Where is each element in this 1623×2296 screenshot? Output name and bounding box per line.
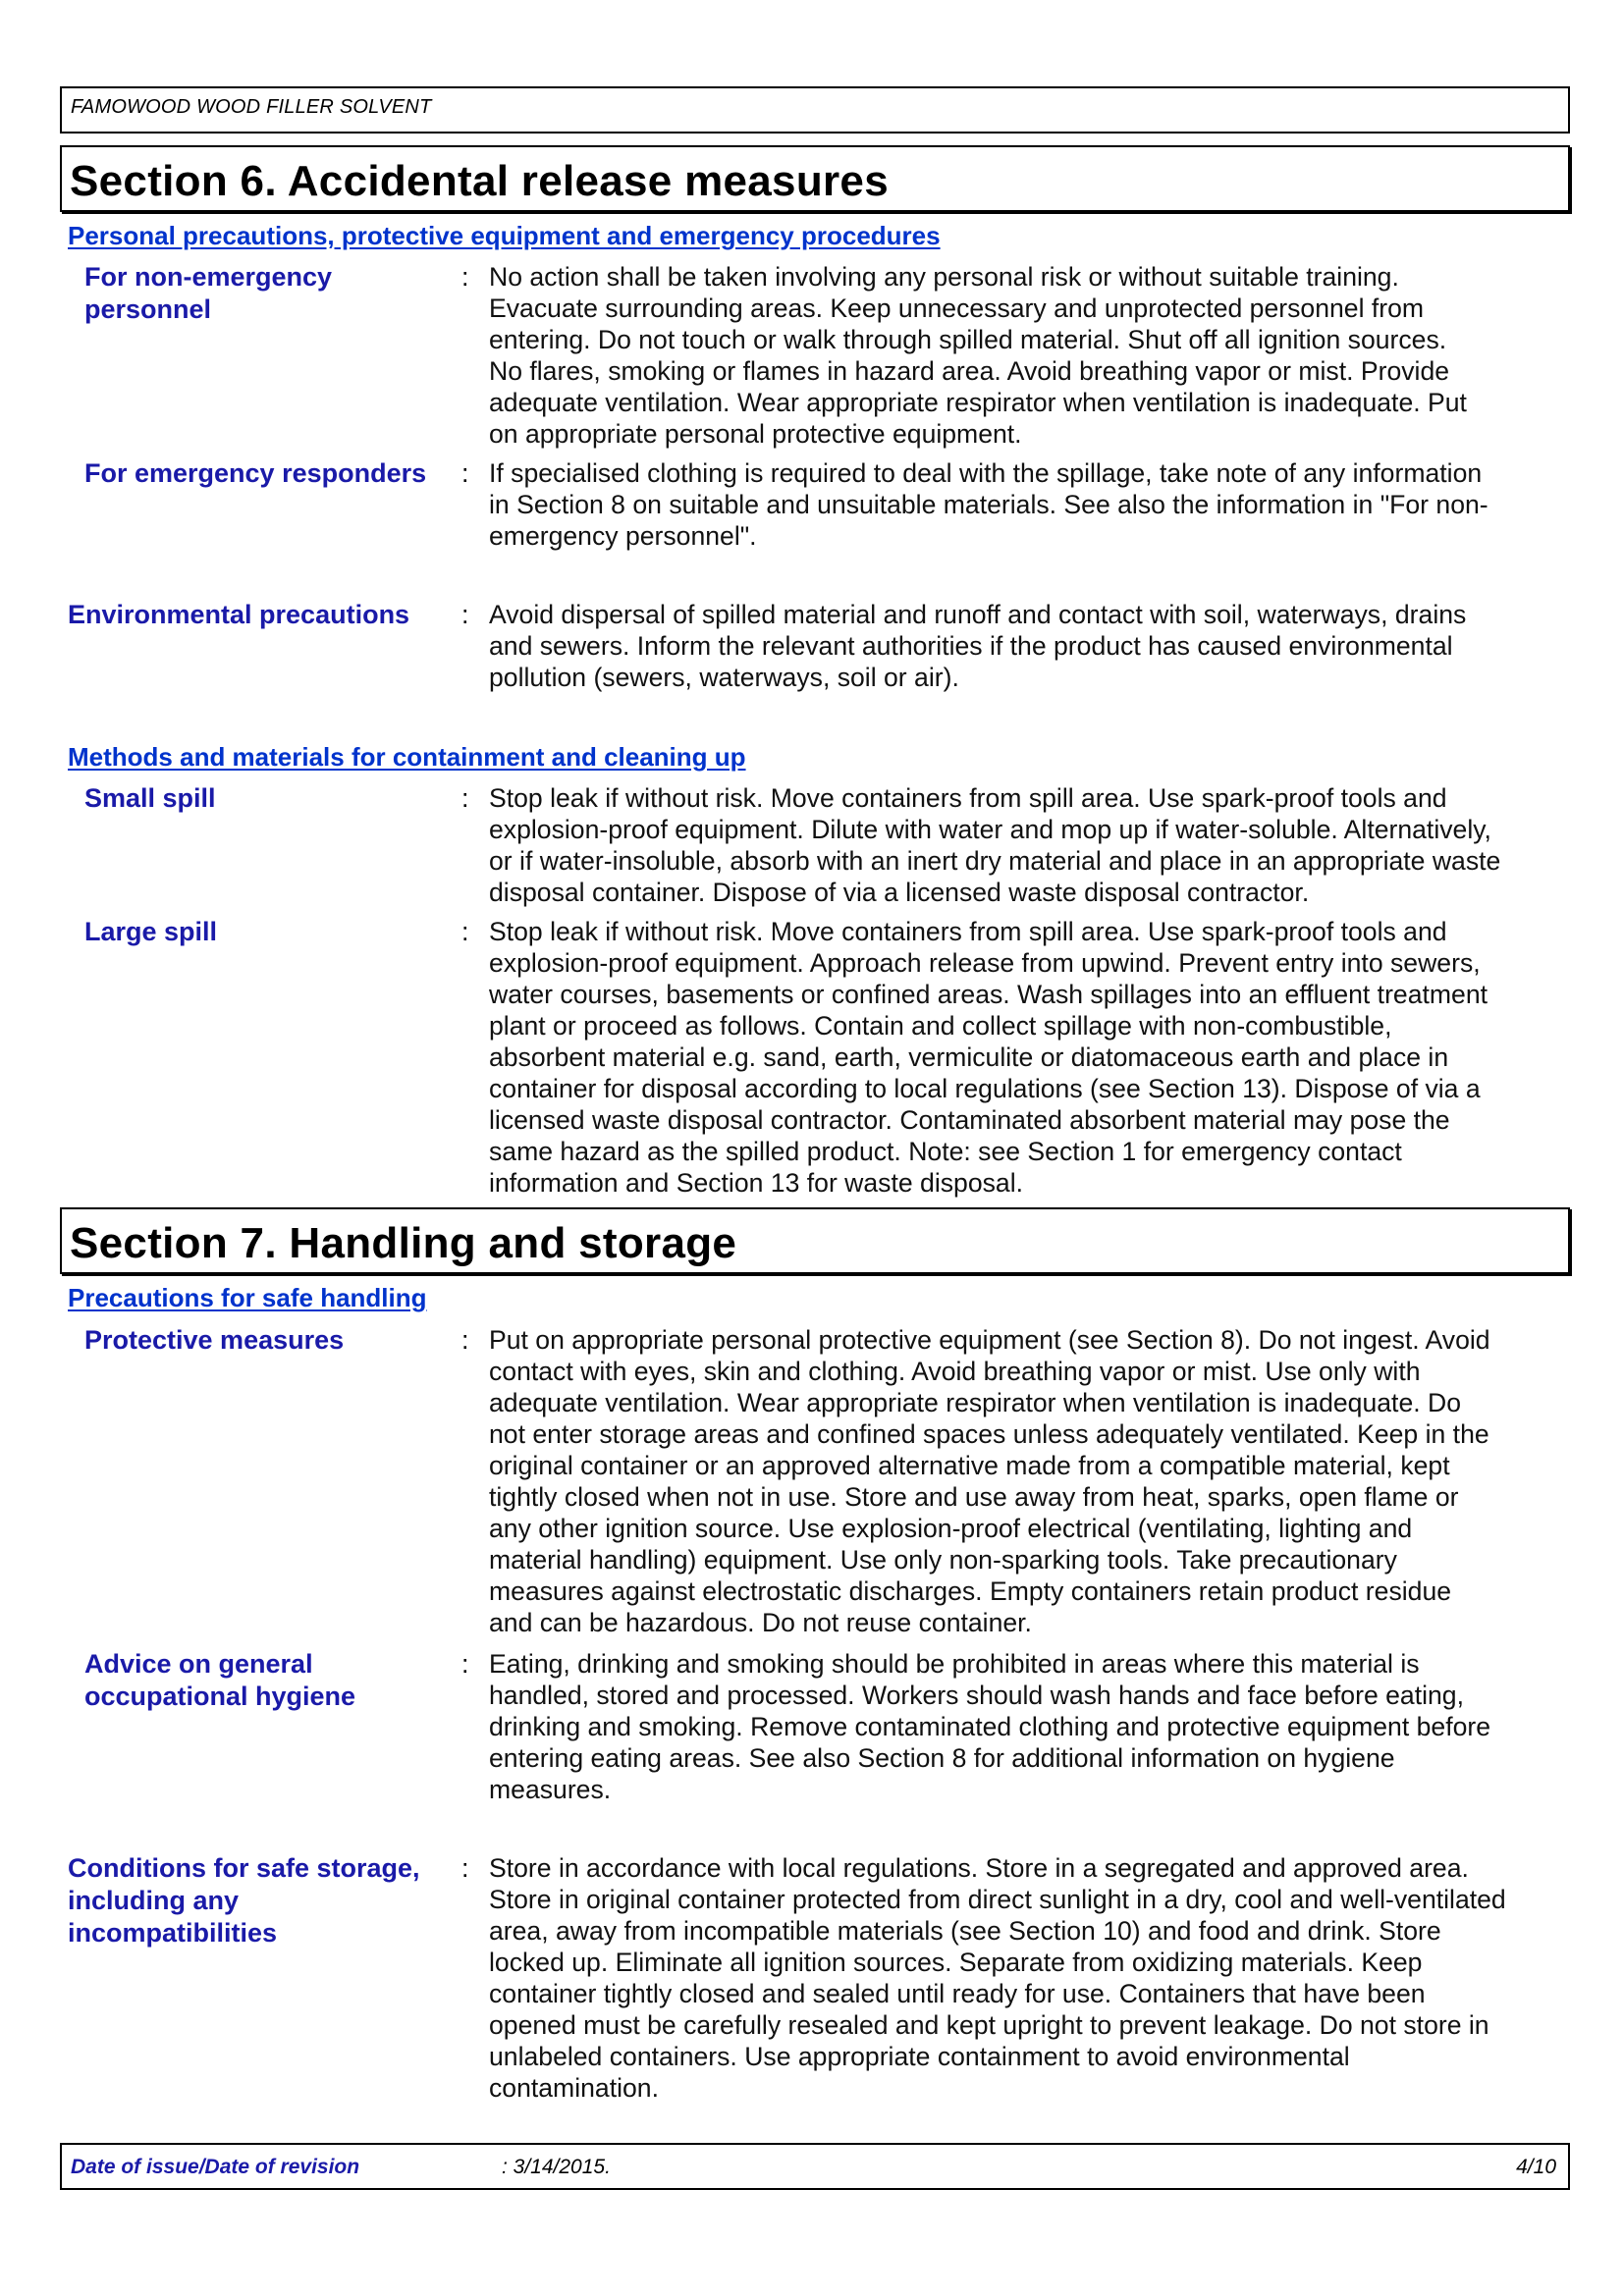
small-spill-label: Small spill bbox=[84, 783, 216, 813]
environmental-label: Environmental precautions bbox=[68, 600, 410, 629]
section-6-title bbox=[60, 145, 1570, 212]
product-name: FAMOWOOD WOOD FILLER SOLVENT bbox=[71, 96, 432, 118]
non-emergency-text: No action shall be taken involving any personal risk or without suitable training. Evacuate surrounding areas. Keep unnecessary and unprotected personnel from entering. Do not touch or walk through spilled material. Shut off all ignition sources. No flares, smoking or flames in hazard area. Avoid breathing vapor or mist. Provide adequate ventilation. Wear appropriate respirator when ventilation is inadequate. Put on appropriate personal protective equipment. bbox=[489, 262, 1467, 449]
environmental-text: Avoid dispersal of spilled material and runoff and contact with soil, waterways, drains and sewers. Inform the relevant authorities if the product has caused environmental pollution (sewers, waterways, soil or air). bbox=[489, 600, 1467, 692]
colon: : bbox=[461, 783, 469, 813]
safe-handling-heading: Precautions for safe handling bbox=[68, 1283, 427, 1312]
storage-label: Conditions for safe storage, including any incompatibilities bbox=[68, 1853, 420, 1948]
colon: : bbox=[461, 1853, 469, 1883]
protective-measures-text: Put on appropriate personal protective equipment (see Section 8). Do not ingest. Avoid contact with eyes, skin and clothing. Avoid breathing vapor or mist. Use only with adequate ventilation. Wear appropriate respirator when ventilation is inadequate. Do not enter storage areas and confined spaces unless adequately ventilated. Keep in the original container or an approved alternative made from a compatible material, kept tightly closed when not in use. Store and use away from heat, sparks, open flame or any other ignition source. Use explosion-proof electrical (ventilating, lighting and material handling) equipment. Use only non-sparking tools. Take precautionary measures against electrostatic discharges. Empty containers retain product residue and can be hazardous. Do not reuse container. bbox=[489, 1325, 1490, 1637]
section-6-title-text: Section 6. Accidental release measures bbox=[70, 157, 889, 205]
large-spill-label: Large spill bbox=[84, 917, 218, 946]
hygiene-label: Advice on general occupational hygiene bbox=[84, 1649, 356, 1711]
section-7-title-text: Section 7. Handling and storage bbox=[70, 1219, 737, 1267]
large-spill-text: Stop leak if without risk. Move containers from spill area. Use spark-proof tools and explosion-proof equipment. Approach release from upwind. Prevent entry into sewers, water courses, basements or confined areas. Wash spillages into an effluent treatment plant or proceed as follows. Contain and collect spillage with non-combustible, absorbent material e.g. sand, earth, vermiculite or diatomaceous earth and place in container for disposal according to local regulations (see Section 13). Dispose of via a licensed waste disposal contractor. Contaminated absorbent material may pose the same hazard as the spilled product. Note: see Section 1 for emergency contact information and Section 13 for waste disposal. bbox=[489, 917, 1488, 1198]
small-spill-text: Stop leak if without risk. Move containers from spill area. Use spark-proof tools and explosion-proof equipment. Dilute with water and mop up if water-soluble. Alternatively, or if water-insoluble, absorb with an inert dry material and place in an appropriate waste disposal container. Dispose of via a licensed waste disposal contractor. bbox=[489, 783, 1501, 907]
section-7-title bbox=[60, 1207, 1570, 1274]
colon: : bbox=[461, 1325, 469, 1355]
hygiene-text: Eating, drinking and smoking should be prohibited in areas where this material is handled, stored and processed. Workers should wash hands and face before eating, drinking and smoking. Remove contaminated clothing and protective equipment before entering eating areas. See also Section 8 for additional information on hygiene measures. bbox=[489, 1649, 1491, 1804]
colon: : bbox=[461, 917, 469, 946]
date-label: Date of issue/Date of revision bbox=[71, 2156, 360, 2178]
storage-text: Store in accordance with local regulations. Store in a segregated and approved area. Store in original container protected from direct sunlight in a dry, cool and well-ventilated area, away from incompatible materials (see Section 10) and food and drink. Store locked up. Eliminate all ignition sources. Separate from oxidizing materials. Keep container tightly closed and sealed until ready for use. Containers that have been opened must be carefully resealed and kept upright to prevent leakage. Do not store in unlabeled containers. Use appropriate containment to avoid environmental contamination. bbox=[489, 1853, 1506, 2103]
colon: : bbox=[461, 600, 469, 629]
personal-precautions-heading: Personal precautions, protective equipment and emergency procedures bbox=[68, 221, 941, 250]
page-number: 4/10 bbox=[1516, 2156, 1556, 2178]
colon: : bbox=[461, 1649, 469, 1679]
document-header bbox=[60, 86, 1570, 133]
emergency-responders-label: For emergency responders bbox=[84, 458, 427, 488]
protective-measures-label: Protective measures bbox=[84, 1325, 345, 1355]
containment-heading: Methods and materials for containment and cleaning up bbox=[68, 742, 746, 772]
document-footer bbox=[60, 2143, 1570, 2190]
non-emergency-label: For non-emergency personnel bbox=[84, 262, 333, 324]
emergency-responders-text: If specialised clothing is required to deal with the spillage, take note of any information in Section 8 on suitable and unsuitable materials. See also the information in "For non- emergency personnel". bbox=[489, 458, 1488, 551]
date-value: : 3/14/2015. bbox=[502, 2156, 611, 2178]
colon: : bbox=[461, 262, 469, 292]
colon: : bbox=[461, 458, 469, 488]
